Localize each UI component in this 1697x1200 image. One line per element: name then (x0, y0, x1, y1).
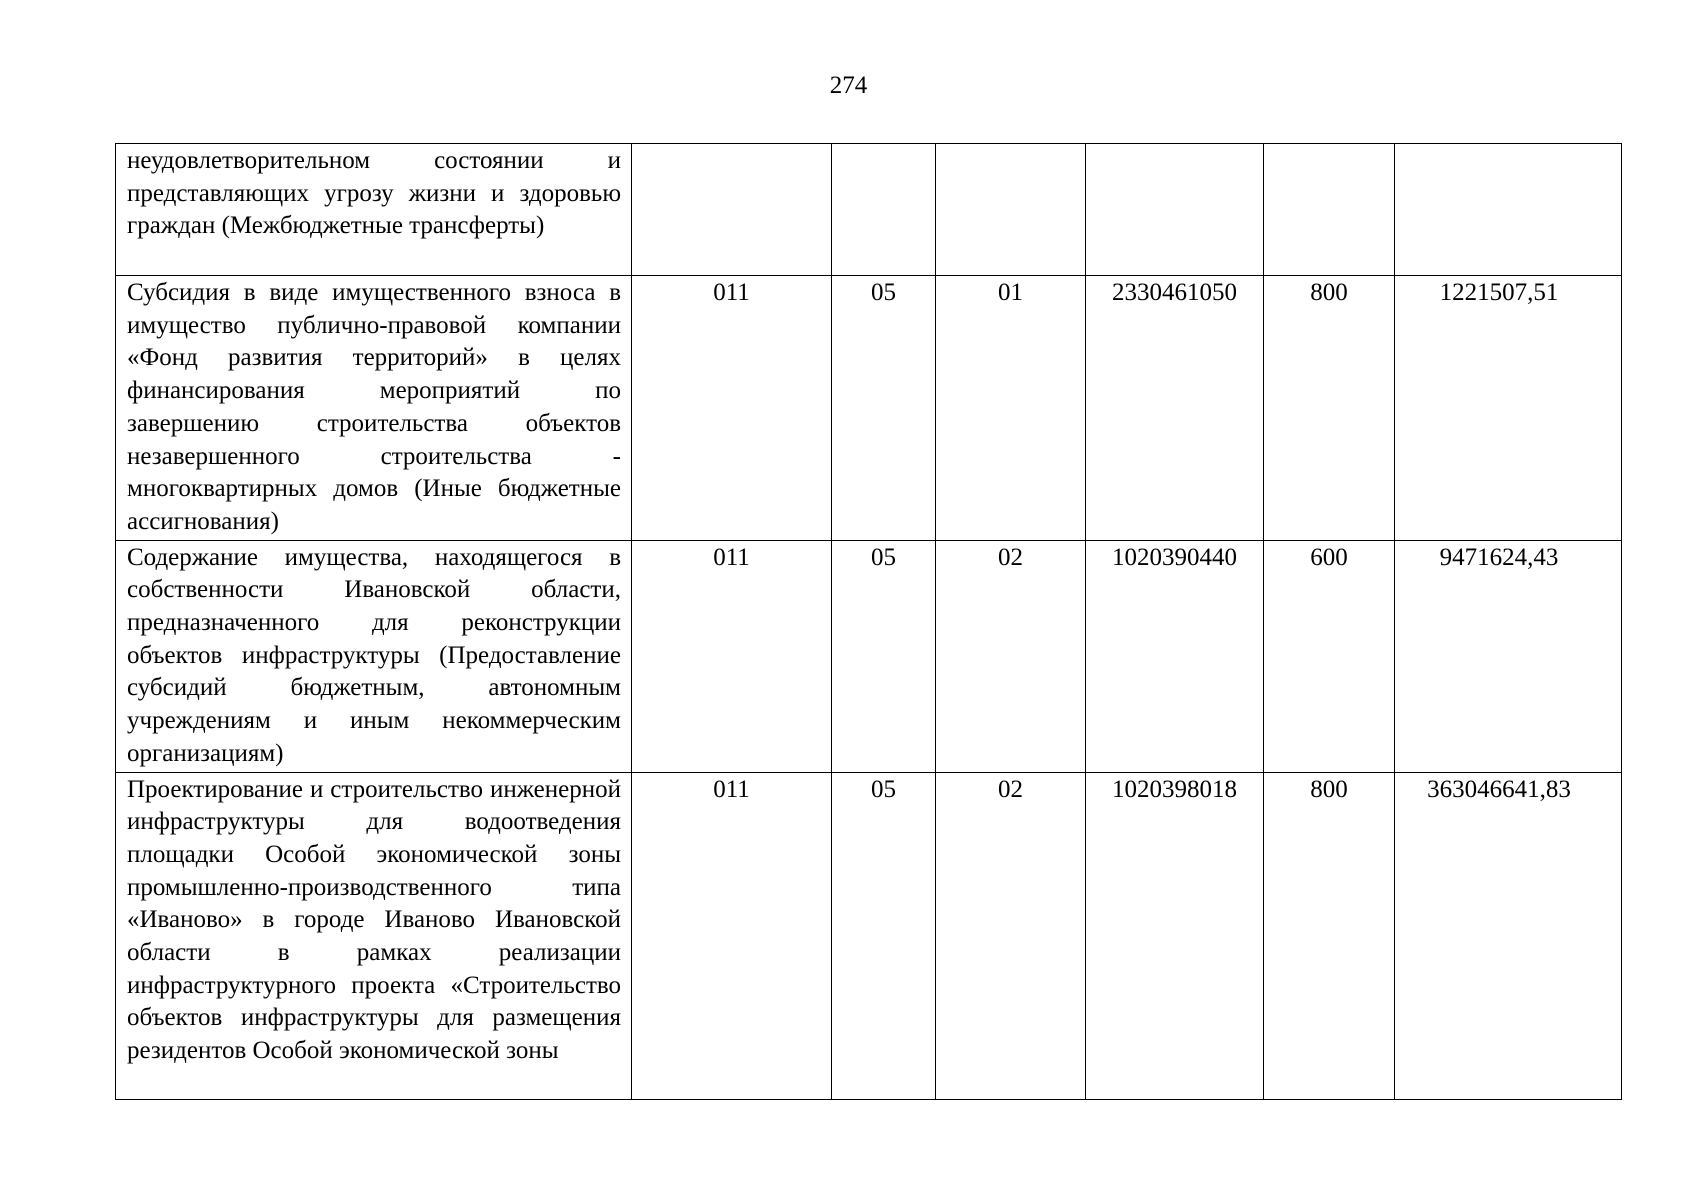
ministry-code (632, 144, 832, 276)
amount: 1221507,51 (1395, 276, 1622, 541)
subsection-code: 02 (936, 772, 1086, 1099)
expense-type-code: 600 (1264, 540, 1395, 772)
section-code (832, 144, 936, 276)
target-article-code (1086, 144, 1264, 276)
expense-type-code: 800 (1264, 772, 1395, 1099)
table-row (116, 772, 1622, 1099)
target-article-code: 2330461050 (1086, 276, 1264, 541)
subsection-code: 02 (936, 540, 1086, 772)
section-code: 05 (832, 772, 936, 1099)
expense-type-code (1264, 144, 1395, 276)
table-row (116, 276, 1622, 541)
ministry-code: 011 (632, 276, 832, 541)
subsection-code: 01 (936, 276, 1086, 541)
row-description: неудовлетворительном состоянии и представляющих угрозу жизни и здоровью граждан (Межбюджетные трансферты) (116, 144, 632, 276)
target-article-code: 1020390440 (1086, 540, 1264, 772)
row-description: Проектирование и строительство инженерной инфраструктуры для водоотведения площадки Особой экономической зоны промышленно-производственного типа «Иваново» в городе Иваново Ивановской области в рамках реализации инфраструктурного проекта «Строительство объектов инфраструктуры для размещения резидентов Особой экономической зоны (116, 772, 632, 1099)
ministry-code: 011 (632, 772, 832, 1099)
subsection-code (936, 144, 1086, 276)
budget-table (115, 143, 1622, 1100)
table-row (116, 540, 1622, 772)
amount (1395, 144, 1622, 276)
amount: 363046641,83 (1395, 772, 1622, 1099)
page-number: 274 (829, 72, 868, 99)
section-code: 05 (832, 540, 936, 772)
table-row (116, 144, 1622, 276)
amount: 9471624,43 (1395, 540, 1622, 772)
row-description: Субсидия в виде имущественного взноса в имущество публично-правовой компании «Фонд развития территорий» в целях финансирования мероприятий по завершению строительства объектов незавершенного строительства - многоквартирных домов (Иные бюджетные ассигнования) (116, 276, 632, 541)
section-code: 05 (832, 276, 936, 541)
ministry-code: 011 (632, 540, 832, 772)
target-article-code: 1020398018 (1086, 772, 1264, 1099)
expense-type-code: 800 (1264, 276, 1395, 541)
row-description: Содержание имущества, находящегося в собственности Ивановской области, предназначенного для реконструкции объектов инфраструктуры (Предоставление субсидий бюджетным, автономным учреждениям и иным некоммерческим организациям) (116, 540, 632, 772)
